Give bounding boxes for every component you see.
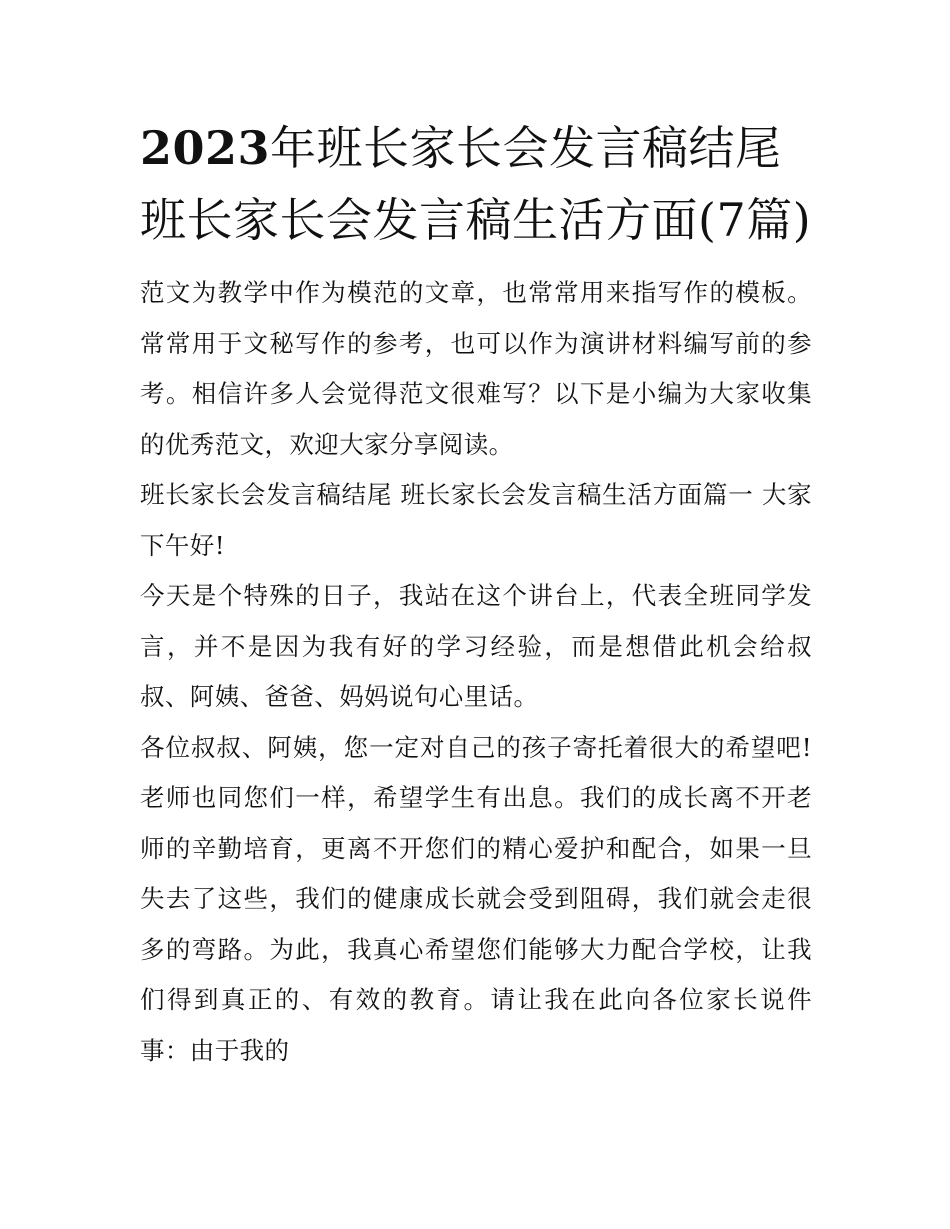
- title-year: 2023: [140, 121, 271, 175]
- paragraph-intro: 范文为教学中作为模范的文章，也常常用来指写作的模板。常常用于文秘写作的参考，也可以作为演讲材料编写前的参考。相信许多人会觉得范文很难写？以下是小编为大家收集的优秀范文，欢迎大家分享阅读。: [140, 278, 812, 459]
- paragraph-today: 今天是个特殊的日子，我站在这个讲台上，代表全班同学发言，并不是因为我有好的学习经验，而是想借此机会给叔叔、阿姨、爸爸、妈妈说句心里话。: [140, 581, 812, 711]
- document-body: [140, 112, 812, 1076]
- paragraph-section-heading: 班长家长会发言稿结尾 班长家长会发言稿生活方面篇一 大家下午好!: [140, 480, 812, 560]
- document-title: 2023年班长家长会发言稿结尾 班长家长会发言稿生活方面(7篇): [140, 121, 812, 247]
- paragraph-parents: 各位叔叔、阿姨，您一定对自己的孩子寄托着很大的希望吧!老师也同您们一样，希望学生有出息。我们的成长离不开老师的辛勤培育，更离不开您们的精心爱护和配合，如果一旦失去了这些，我们的健康成长就会受到阻碍，我们就会走很多的弯路。为此，我真心希望您们能够大力配合学校，让我们得到真正的、有效的教育。请让我在此向各位家长说件事：由于我的: [140, 732, 812, 1065]
